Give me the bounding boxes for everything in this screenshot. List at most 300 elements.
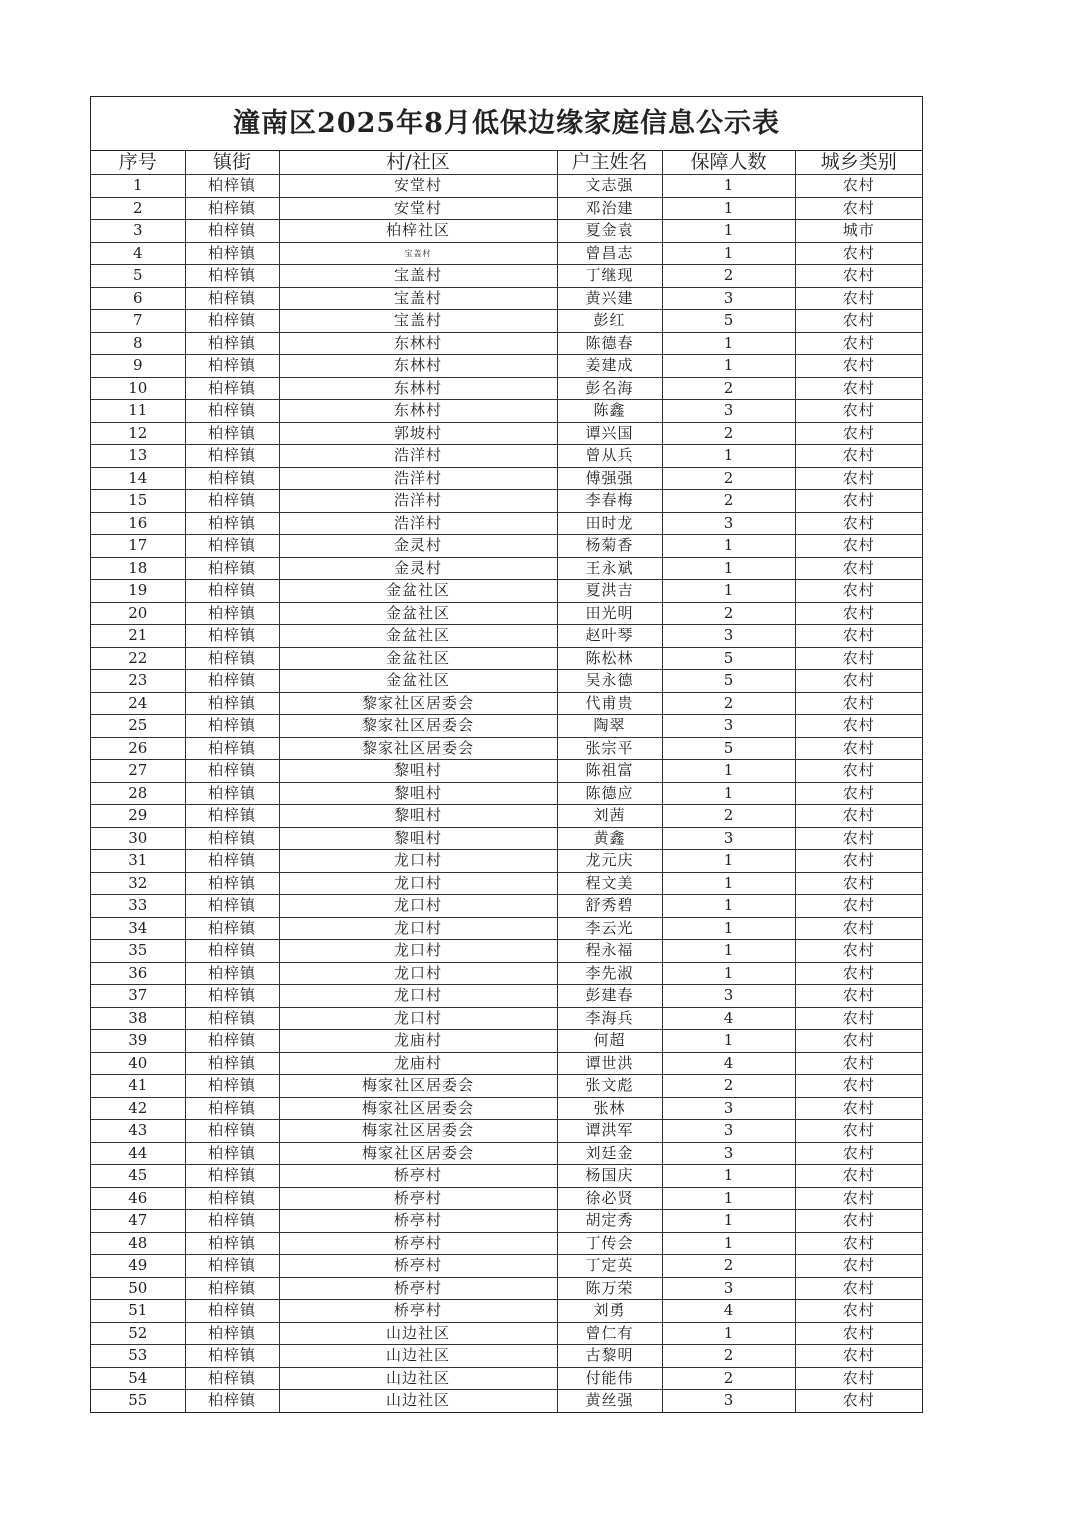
cell-people-count: 1 [662, 557, 795, 580]
cell-village: 宝盖村 [279, 265, 557, 288]
cell-village: 梅家社区居委会 [279, 1097, 557, 1120]
table-row [91, 400, 922, 423]
table-row [91, 1030, 922, 1053]
table-row [91, 850, 922, 873]
cell-village: 黎家社区居委会 [279, 737, 557, 760]
table-row [91, 377, 922, 400]
cell-householder: 彭名海 [557, 377, 662, 400]
cell-index: 23 [91, 670, 185, 693]
cell-people-count: 3 [662, 625, 795, 648]
cell-category: 农村 [795, 1300, 922, 1323]
cell-category: 农村 [795, 895, 922, 918]
cell-householder: 谭兴国 [557, 422, 662, 445]
table-row [91, 827, 922, 850]
cell-householder: 陶翠 [557, 715, 662, 738]
header-householder: 户主姓名 [557, 151, 662, 175]
cell-category: 农村 [795, 1255, 922, 1278]
cell-index: 36 [91, 962, 185, 985]
cell-village: 金盆社区 [279, 647, 557, 670]
table-row [91, 1187, 922, 1210]
cell-village: 黎咀村 [279, 782, 557, 805]
cell-householder: 赵叶琴 [557, 625, 662, 648]
table-row [91, 1097, 922, 1120]
cell-category: 农村 [795, 1232, 922, 1255]
cell-people-count: 1 [662, 535, 795, 558]
cell-town: 柏梓镇 [185, 625, 279, 648]
cell-village: 山边社区 [279, 1390, 557, 1412]
cell-category: 农村 [795, 422, 922, 445]
cell-category: 农村 [795, 625, 922, 648]
cell-village: 龙口村 [279, 940, 557, 963]
cell-householder: 丁继现 [557, 265, 662, 288]
cell-index: 21 [91, 625, 185, 648]
cell-category: 农村 [795, 512, 922, 535]
cell-householder: 夏金袁 [557, 220, 662, 243]
cell-category: 农村 [795, 670, 922, 693]
cell-people-count: 2 [662, 1255, 795, 1278]
cell-category: 农村 [795, 940, 922, 963]
cell-index: 14 [91, 467, 185, 490]
cell-householder: 古黎明 [557, 1345, 662, 1368]
cell-people-count: 4 [662, 1007, 795, 1030]
cell-category: 农村 [795, 1030, 922, 1053]
cell-index: 43 [91, 1120, 185, 1143]
cell-town: 柏梓镇 [185, 872, 279, 895]
cell-village: 柏梓社区 [279, 220, 557, 243]
cell-index: 48 [91, 1232, 185, 1255]
cell-category: 农村 [795, 985, 922, 1008]
cell-village: 桥亭村 [279, 1187, 557, 1210]
cell-town: 柏梓镇 [185, 1075, 279, 1098]
cell-village: 梅家社区居委会 [279, 1120, 557, 1143]
cell-category: 农村 [795, 242, 922, 265]
table-row [91, 535, 922, 558]
cell-category: 农村 [795, 467, 922, 490]
cell-householder: 徐必贤 [557, 1187, 662, 1210]
cell-householder: 傅强强 [557, 467, 662, 490]
cell-householder: 陈鑫 [557, 400, 662, 423]
cell-category: 农村 [795, 692, 922, 715]
cell-people-count: 1 [662, 1210, 795, 1233]
table-row [91, 715, 922, 738]
cell-town: 柏梓镇 [185, 220, 279, 243]
cell-town: 柏梓镇 [185, 917, 279, 940]
cell-village: 黎咀村 [279, 760, 557, 783]
cell-householder: 陈德应 [557, 782, 662, 805]
cell-people-count: 1 [662, 1165, 795, 1188]
cell-people-count: 4 [662, 1052, 795, 1075]
cell-index: 31 [91, 850, 185, 873]
cell-town: 柏梓镇 [185, 1165, 279, 1188]
cell-town: 柏梓镇 [185, 602, 279, 625]
cell-category: 城市 [795, 220, 922, 243]
cell-people-count: 3 [662, 1142, 795, 1165]
table-row [91, 625, 922, 648]
cell-town: 柏梓镇 [185, 445, 279, 468]
cell-village: 浩洋村 [279, 512, 557, 535]
cell-town: 柏梓镇 [185, 287, 279, 310]
cell-category: 农村 [795, 580, 922, 603]
cell-category: 农村 [795, 1210, 922, 1233]
cell-people-count: 2 [662, 805, 795, 828]
cell-index: 44 [91, 1142, 185, 1165]
cell-people-count: 2 [662, 422, 795, 445]
table-row [91, 670, 922, 693]
cell-village: 金灵村 [279, 535, 557, 558]
cell-people-count: 5 [662, 647, 795, 670]
cell-householder: 刘勇 [557, 1300, 662, 1323]
cell-category: 农村 [795, 1097, 922, 1120]
cell-people-count: 4 [662, 1300, 795, 1323]
cell-village: 浩洋村 [279, 467, 557, 490]
cell-village: 东林村 [279, 355, 557, 378]
cell-category: 农村 [795, 197, 922, 220]
cell-category: 农村 [795, 557, 922, 580]
table-row [91, 647, 922, 670]
cell-index: 42 [91, 1097, 185, 1120]
cell-village: 宝盖村 [279, 310, 557, 333]
page-title: 潼南区2025年8月低保边缘家庭信息公示表 [91, 97, 922, 151]
table-row [91, 1277, 922, 1300]
cell-householder: 丁传会 [557, 1232, 662, 1255]
cell-index: 16 [91, 512, 185, 535]
cell-index: 28 [91, 782, 185, 805]
table-row [91, 1367, 922, 1390]
cell-village: 龙口村 [279, 985, 557, 1008]
cell-town: 柏梓镇 [185, 962, 279, 985]
cell-town: 柏梓镇 [185, 1097, 279, 1120]
cell-town: 柏梓镇 [185, 850, 279, 873]
cell-index: 18 [91, 557, 185, 580]
table-row [91, 490, 922, 513]
table-row [91, 760, 922, 783]
cell-town: 柏梓镇 [185, 1300, 279, 1323]
cell-people-count: 1 [662, 1030, 795, 1053]
cell-householder: 张文彪 [557, 1075, 662, 1098]
table-row [91, 962, 922, 985]
cell-index: 32 [91, 872, 185, 895]
table-row [91, 602, 922, 625]
cell-people-count: 3 [662, 1097, 795, 1120]
cell-village: 桥亭村 [279, 1165, 557, 1188]
cell-town: 柏梓镇 [185, 827, 279, 850]
cell-village: 黎家社区居委会 [279, 715, 557, 738]
cell-town: 柏梓镇 [185, 242, 279, 265]
cell-village: 龙口村 [279, 872, 557, 895]
table-row [91, 1165, 922, 1188]
cell-householder: 夏洪吉 [557, 580, 662, 603]
cell-town: 柏梓镇 [185, 580, 279, 603]
cell-category: 农村 [795, 1390, 922, 1412]
cell-village: 东林村 [279, 377, 557, 400]
cell-index: 19 [91, 580, 185, 603]
cell-village: 黎咀村 [279, 827, 557, 850]
cell-householder: 李先淑 [557, 962, 662, 985]
cell-category: 农村 [795, 872, 922, 895]
cell-village: 安堂村 [279, 197, 557, 220]
cell-village: 金盆社区 [279, 670, 557, 693]
cell-index: 46 [91, 1187, 185, 1210]
cell-people-count: 5 [662, 310, 795, 333]
cell-householder: 王永斌 [557, 557, 662, 580]
cell-category: 农村 [795, 400, 922, 423]
cell-householder: 谭洪军 [557, 1120, 662, 1143]
cell-village: 桥亭村 [279, 1300, 557, 1323]
table-row [91, 220, 922, 243]
cell-category: 农村 [795, 1367, 922, 1390]
cell-category: 农村 [795, 287, 922, 310]
cell-category: 农村 [795, 332, 922, 355]
cell-people-count: 1 [662, 962, 795, 985]
table-row [91, 1322, 922, 1345]
cell-category: 农村 [795, 377, 922, 400]
cell-town: 柏梓镇 [185, 1120, 279, 1143]
cell-town: 柏梓镇 [185, 805, 279, 828]
cell-index: 5 [91, 265, 185, 288]
cell-village: 东林村 [279, 332, 557, 355]
cell-index: 6 [91, 287, 185, 310]
cell-category: 农村 [795, 1345, 922, 1368]
table-row [91, 1390, 922, 1412]
header-category: 城乡类别 [795, 151, 922, 175]
cell-householder: 田光明 [557, 602, 662, 625]
cell-householder: 付能伟 [557, 1367, 662, 1390]
table-row [91, 422, 922, 445]
cell-householder: 黄丝强 [557, 1390, 662, 1412]
cell-category: 农村 [795, 1187, 922, 1210]
cell-town: 柏梓镇 [185, 1367, 279, 1390]
cell-people-count: 1 [662, 332, 795, 355]
cell-people-count: 1 [662, 940, 795, 963]
cell-category: 农村 [795, 1052, 922, 1075]
cell-householder: 陈松林 [557, 647, 662, 670]
cell-town: 柏梓镇 [185, 355, 279, 378]
cell-householder: 刘廷金 [557, 1142, 662, 1165]
cell-householder: 田时龙 [557, 512, 662, 535]
table-row [91, 580, 922, 603]
cell-town: 柏梓镇 [185, 985, 279, 1008]
cell-people-count: 2 [662, 1345, 795, 1368]
cell-householder: 陈祖富 [557, 760, 662, 783]
cell-index: 10 [91, 377, 185, 400]
cell-category: 农村 [795, 490, 922, 513]
cell-people-count: 1 [662, 782, 795, 805]
cell-people-count: 2 [662, 602, 795, 625]
cell-town: 柏梓镇 [185, 377, 279, 400]
cell-index: 17 [91, 535, 185, 558]
cell-town: 柏梓镇 [185, 490, 279, 513]
cell-town: 柏梓镇 [185, 1187, 279, 1210]
cell-people-count: 3 [662, 400, 795, 423]
table-row [91, 332, 922, 355]
cell-index: 45 [91, 1165, 185, 1188]
table-row [91, 1052, 922, 1075]
cell-householder: 李春梅 [557, 490, 662, 513]
cell-village: 安堂村 [279, 175, 557, 198]
cell-index: 30 [91, 827, 185, 850]
cell-index: 29 [91, 805, 185, 828]
cell-town: 柏梓镇 [185, 175, 279, 198]
header-village: 村/社区 [279, 151, 557, 175]
cell-index: 49 [91, 1255, 185, 1278]
cell-village: 桥亭村 [279, 1255, 557, 1278]
cell-town: 柏梓镇 [185, 557, 279, 580]
cell-town: 柏梓镇 [185, 737, 279, 760]
cell-people-count: 3 [662, 827, 795, 850]
cell-village: 郭坡村 [279, 422, 557, 445]
cell-householder: 丁定英 [557, 1255, 662, 1278]
cell-village: 龙口村 [279, 962, 557, 985]
cell-people-count: 1 [662, 197, 795, 220]
cell-people-count: 3 [662, 1277, 795, 1300]
cell-index: 34 [91, 917, 185, 940]
cell-village: 龙口村 [279, 1007, 557, 1030]
cell-people-count: 1 [662, 872, 795, 895]
cell-town: 柏梓镇 [185, 1210, 279, 1233]
cell-householder: 邓治建 [557, 197, 662, 220]
table-row [91, 1142, 922, 1165]
cell-householder: 吴永德 [557, 670, 662, 693]
cell-village: 龙口村 [279, 917, 557, 940]
cell-category: 农村 [795, 715, 922, 738]
cell-town: 柏梓镇 [185, 422, 279, 445]
cell-index: 27 [91, 760, 185, 783]
cell-householder: 姜建成 [557, 355, 662, 378]
cell-people-count: 3 [662, 1390, 795, 1412]
cell-town: 柏梓镇 [185, 1052, 279, 1075]
cell-index: 24 [91, 692, 185, 715]
table-row [91, 805, 922, 828]
cell-householder: 陈万荣 [557, 1277, 662, 1300]
cell-people-count: 2 [662, 1367, 795, 1390]
cell-index: 40 [91, 1052, 185, 1075]
cell-village: 梅家社区居委会 [279, 1075, 557, 1098]
cell-village: 黎咀村 [279, 805, 557, 828]
table-row [91, 175, 922, 198]
cell-people-count: 1 [662, 1322, 795, 1345]
cell-index: 55 [91, 1390, 185, 1412]
cell-people-count: 1 [662, 895, 795, 918]
cell-people-count: 2 [662, 377, 795, 400]
cell-village: 梅家社区居委会 [279, 1142, 557, 1165]
cell-village: 桥亭村 [279, 1210, 557, 1233]
header-index: 序号 [91, 151, 185, 175]
cell-people-count: 2 [662, 265, 795, 288]
cell-index: 39 [91, 1030, 185, 1053]
cell-people-count: 1 [662, 175, 795, 198]
cell-index: 7 [91, 310, 185, 333]
table-row [91, 445, 922, 468]
cell-householder: 程文美 [557, 872, 662, 895]
cell-category: 农村 [795, 917, 922, 940]
table-row [91, 692, 922, 715]
cell-category: 农村 [795, 647, 922, 670]
cell-category: 农村 [795, 535, 922, 558]
cell-people-count: 1 [662, 580, 795, 603]
cell-householder: 张宗平 [557, 737, 662, 760]
header-town: 镇街 [185, 151, 279, 175]
cell-index: 22 [91, 647, 185, 670]
cell-index: 8 [91, 332, 185, 355]
household-table [91, 151, 922, 1412]
cell-index: 13 [91, 445, 185, 468]
table-row [91, 265, 922, 288]
cell-people-count: 1 [662, 850, 795, 873]
cell-town: 柏梓镇 [185, 197, 279, 220]
cell-people-count: 1 [662, 1232, 795, 1255]
cell-village: 山边社区 [279, 1367, 557, 1390]
cell-town: 柏梓镇 [185, 1255, 279, 1278]
cell-householder: 程永福 [557, 940, 662, 963]
cell-householder: 文志强 [557, 175, 662, 198]
cell-village: 龙口村 [279, 895, 557, 918]
cell-town: 柏梓镇 [185, 670, 279, 693]
cell-category: 农村 [795, 1120, 922, 1143]
cell-index: 41 [91, 1075, 185, 1098]
cell-householder: 李海兵 [557, 1007, 662, 1030]
cell-town: 柏梓镇 [185, 535, 279, 558]
cell-category: 农村 [795, 805, 922, 828]
cell-index: 52 [91, 1322, 185, 1345]
cell-index: 50 [91, 1277, 185, 1300]
cell-village: 宝盖村 [279, 287, 557, 310]
cell-town: 柏梓镇 [185, 895, 279, 918]
cell-people-count: 1 [662, 220, 795, 243]
cell-category: 农村 [795, 1322, 922, 1345]
cell-people-count: 1 [662, 355, 795, 378]
cell-village: 龙庙村 [279, 1030, 557, 1053]
cell-householder: 彭建春 [557, 985, 662, 1008]
cell-town: 柏梓镇 [185, 310, 279, 333]
table-row [91, 197, 922, 220]
cell-index: 53 [91, 1345, 185, 1368]
table-row [91, 895, 922, 918]
cell-index: 51 [91, 1300, 185, 1323]
cell-town: 柏梓镇 [185, 760, 279, 783]
cell-town: 柏梓镇 [185, 1142, 279, 1165]
cell-householder: 何超 [557, 1030, 662, 1053]
table-row [91, 355, 922, 378]
cell-index: 54 [91, 1367, 185, 1390]
cell-village: 山边社区 [279, 1345, 557, 1368]
table-row [91, 242, 922, 265]
cell-village: 浩洋村 [279, 490, 557, 513]
cell-householder: 谭世洪 [557, 1052, 662, 1075]
table-row [91, 1075, 922, 1098]
cell-village: 金灵村 [279, 557, 557, 580]
cell-people-count: 2 [662, 490, 795, 513]
cell-category: 农村 [795, 1142, 922, 1165]
cell-people-count: 3 [662, 1120, 795, 1143]
cell-householder: 杨菊香 [557, 535, 662, 558]
cell-category: 农村 [795, 602, 922, 625]
cell-index: 26 [91, 737, 185, 760]
table-row [91, 940, 922, 963]
cell-people-count: 3 [662, 512, 795, 535]
cell-people-count: 1 [662, 1187, 795, 1210]
cell-category: 农村 [795, 445, 922, 468]
cell-index: 33 [91, 895, 185, 918]
table-row [91, 512, 922, 535]
cell-town: 柏梓镇 [185, 692, 279, 715]
cell-village: 金盆社区 [279, 625, 557, 648]
cell-town: 柏梓镇 [185, 1345, 279, 1368]
table-row [91, 737, 922, 760]
table-row [91, 1255, 922, 1278]
cell-people-count: 3 [662, 985, 795, 1008]
cell-village: 桥亭村 [279, 1232, 557, 1255]
cell-town: 柏梓镇 [185, 1322, 279, 1345]
